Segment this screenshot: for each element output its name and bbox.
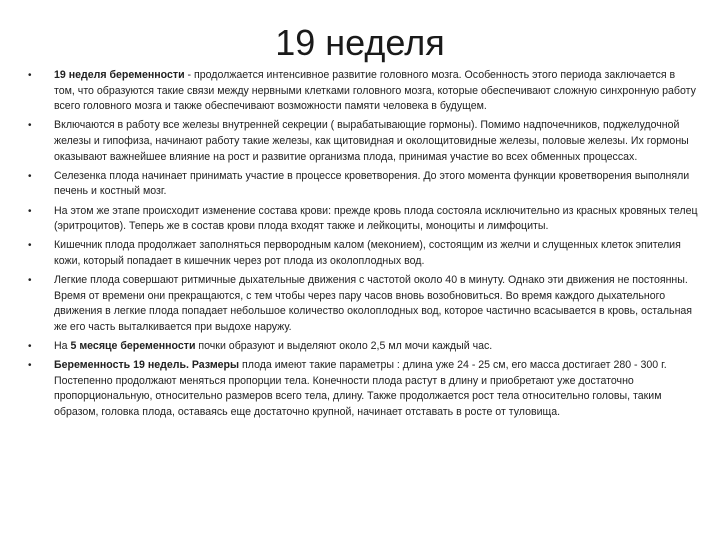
bullet-dot-icon: • bbox=[28, 360, 32, 372]
bullet-dot-icon: • bbox=[28, 275, 32, 287]
bullet-item bbox=[26, 118, 698, 165]
bullet-item bbox=[26, 68, 698, 115]
bullet-list bbox=[26, 68, 698, 424]
bullet-bold-text: 5 месяце беременности bbox=[70, 340, 196, 353]
bullet-dot-icon: • bbox=[28, 70, 32, 81]
bullet-bold-text: 19 неделя беременности bbox=[54, 69, 185, 81]
bullet-item bbox=[26, 204, 698, 235]
bullet-text: почки образуют и выделяют около 2,5 мл мочи каждый час. bbox=[195, 340, 493, 353]
bullet-text: Включаются в работу все железы внутренней секреции ( вырабатывающие гормоны). Помимо надпочечников, поджелудочной железы и гипофиза, начинают работу такие железы, как щитовидная и околощитовидные железы, половые железы. Их гормоны оказывают важнейшее влияние на рост и развитие организма плода, принимая участие во всех обменных процессах. bbox=[54, 119, 689, 163]
bullet-dot-icon: • bbox=[28, 341, 32, 353]
bullet-text: Селезенка плода начинает принимать участие в процессе кроветворения. До этого момента функции кроветворения выполняли печень и костный мозг. bbox=[54, 169, 690, 198]
bullet-text: Легкие плода совершают ритмичные дыхательные движения с частотой около 40 в минуту. Однако эти движения не постоянны. Время от времени они прекращаются, с тем чтобы через пару часов вновь возобновиться. Во время каждого дыхательного движения в легкие плода попадает небольшое количество околоплодных вод, которое частично всасывается в кровь, остальная же его часть выталкивается при выдохе наружу. bbox=[54, 274, 693, 333]
bullet-bold-text: Беременность 19 недель. Размеры bbox=[54, 359, 240, 372]
bullet-text: Кишечник плода продолжает заполняться первородным калом (меконием), состоящим из желчи и слущенных клеток эпителия кожи, который попадает в кишечник через рот плода из околоплодных вод. bbox=[54, 239, 681, 267]
bullet-item bbox=[26, 358, 698, 420]
bullet-text: плода имеют такие параметры : длина уже 24 - 25 см, его масса достигает 280 - 300 г. Постепенно продолжают меняться пропорции тела. Конечности плода растут в длину и приобретают уже достаточно пропорциональную, относительно размеров всего тела, длину. Также продолжается рост тела относительно головы, таким образом, головка плода, оставаясь еще достаточно крупной, начинает отставать в росте от туловища. bbox=[54, 359, 667, 419]
bullet-dot-icon: • bbox=[28, 240, 32, 252]
bullet-item bbox=[26, 238, 698, 269]
slide-title: 19 неделя bbox=[275, 22, 445, 63]
bullet-text: - продолжается интенсивное развитие головного мозга. Особенность этого периода заключается в том, что образуются такие связи между нервными клетками головного мозга, которые обеспечивают сложную синхронную работу всего головного мозга и также обеспечивают возможности памяти человека в будущем. bbox=[54, 69, 696, 113]
bullet-dot-icon: • bbox=[28, 170, 32, 182]
bullet-dot-icon: • bbox=[28, 120, 32, 132]
bullet-item bbox=[26, 273, 698, 335]
bullet-item bbox=[26, 339, 698, 355]
bullet-dot-icon: • bbox=[28, 205, 32, 217]
bullet-text-prefix: На bbox=[54, 340, 71, 353]
bullet-text: На этом же этапе происходит изменение состава крови: прежде кровь плода состояла исключительно из красных кровяных телец (эритроцитов). Теперь же в состав крови плода входят также и лейкоциты, моноциты и лимфоциты. bbox=[54, 204, 698, 233]
bullet-item bbox=[26, 169, 698, 200]
